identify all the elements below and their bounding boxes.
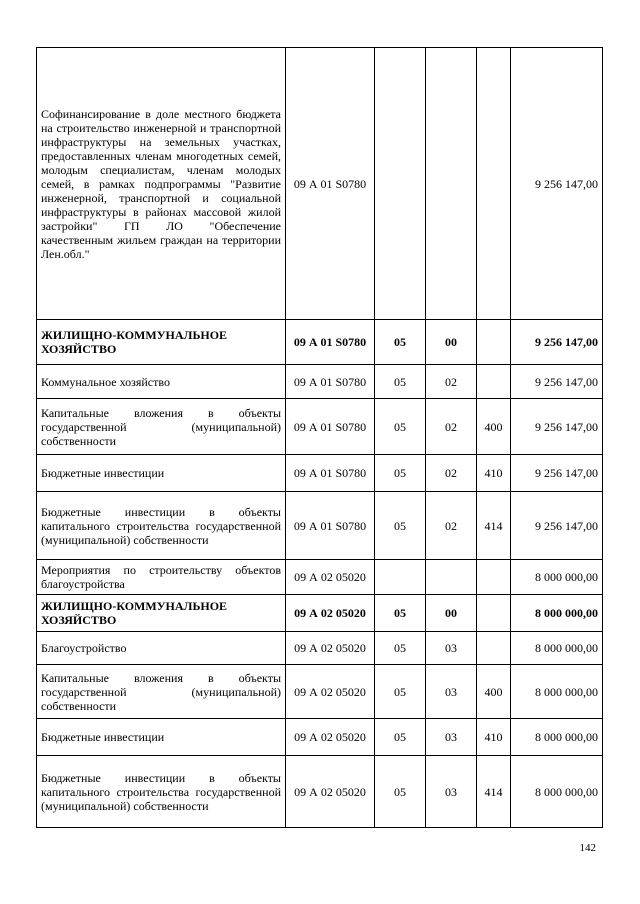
row-section: 05 [375, 365, 426, 399]
row-section: 05 [375, 455, 426, 492]
row-subsection: 03 [426, 756, 477, 828]
row-expense-type: 414 [477, 492, 511, 560]
row-expense-type [477, 320, 511, 365]
row-target-code: 09 А 01 S0780 [286, 320, 375, 365]
page-number: 142 [579, 842, 596, 854]
row-section: 05 [375, 632, 426, 665]
table-row [37, 48, 603, 320]
row-name: Бюджетные инвестиции [37, 719, 286, 756]
row-subsection [426, 560, 477, 595]
row-name: Капитальные вложения в объекты государственной (муниципальной) собственности [37, 665, 286, 719]
row-subsection: 02 [426, 399, 477, 455]
row-target-code: 09 А 01 S0780 [286, 399, 375, 455]
row-amount: 9 256 147,00 [511, 399, 603, 455]
table-row [37, 365, 603, 399]
row-expense-type [477, 632, 511, 665]
table-row [37, 320, 603, 365]
row-amount: 9 256 147,00 [511, 492, 603, 560]
row-name: Бюджетные инвестиции в объекты капитального строительства государственной (муниципальной) собственности [37, 492, 286, 560]
row-expense-type [477, 560, 511, 595]
row-amount: 9 256 147,00 [511, 320, 603, 365]
row-target-code: 09 А 02 05020 [286, 595, 375, 632]
row-name: Мероприятия по строительству объектов благоустройства [37, 560, 286, 595]
row-amount: 8 000 000,00 [511, 560, 603, 595]
row-name: Бюджетные инвестиции в объекты капитального строительства государственной (муниципальной) собственности [37, 756, 286, 828]
row-amount: 9 256 147,00 [511, 365, 603, 399]
row-subsection: 03 [426, 719, 477, 756]
row-expense-type: 410 [477, 719, 511, 756]
row-target-code: 09 А 02 05020 [286, 665, 375, 719]
row-name: Бюджетные инвестиции [37, 455, 286, 492]
row-target-code: 09 А 01 S0780 [286, 365, 375, 399]
row-amount: 8 000 000,00 [511, 719, 603, 756]
table-row [37, 719, 603, 756]
row-expense-type: 410 [477, 455, 511, 492]
row-subsection: 00 [426, 595, 477, 632]
row-section: 05 [375, 399, 426, 455]
table-row [37, 632, 603, 665]
table-row [37, 560, 603, 595]
row-name: Софинансирование в доле местного бюджета на строительство инженерной и транспортной инфраструктуры на земельных участках, предоставленных членам многодетных семей, молодым специалистам, членам молодых семей, в рамках подпрограммы "Развитие инженерной, транспортной и социальной инфраструктуры в районах массовой жилой застройки" ГП ЛО "Обеспечение качественным жильем граждан на территории Лен.обл." [37, 48, 286, 320]
row-target-code: 09 А 01 S0780 [286, 455, 375, 492]
row-expense-type [477, 48, 511, 320]
row-expense-type: 400 [477, 399, 511, 455]
row-name: Капитальные вложения в объекты государственной (муниципальной) собственности [37, 399, 286, 455]
row-subsection: 02 [426, 492, 477, 560]
row-subsection [426, 48, 477, 320]
table-row [37, 595, 603, 632]
budget-table [36, 47, 603, 828]
table-row [37, 492, 603, 560]
row-amount: 8 000 000,00 [511, 632, 603, 665]
row-subsection: 03 [426, 665, 477, 719]
row-subsection: 00 [426, 320, 477, 365]
table-row [37, 756, 603, 828]
row-amount: 9 256 147,00 [511, 48, 603, 320]
row-amount: 9 256 147,00 [511, 455, 603, 492]
table-row [37, 399, 603, 455]
row-target-code: 09 А 01 S0780 [286, 48, 375, 320]
row-section [375, 560, 426, 595]
row-section: 05 [375, 492, 426, 560]
row-target-code: 09 А 02 05020 [286, 632, 375, 665]
row-amount: 8 000 000,00 [511, 595, 603, 632]
row-expense-type [477, 365, 511, 399]
row-expense-type [477, 595, 511, 632]
row-section: 05 [375, 665, 426, 719]
row-target-code: 09 А 02 05020 [286, 756, 375, 828]
row-amount: 8 000 000,00 [511, 665, 603, 719]
row-subsection: 02 [426, 365, 477, 399]
row-section: 05 [375, 595, 426, 632]
table-row [37, 665, 603, 719]
row-target-code: 09 А 01 S0780 [286, 492, 375, 560]
row-section [375, 48, 426, 320]
row-subsection: 02 [426, 455, 477, 492]
row-target-code: 09 А 02 05020 [286, 719, 375, 756]
table-row [37, 455, 603, 492]
row-name: Благоустройство [37, 632, 286, 665]
row-section: 05 [375, 756, 426, 828]
row-amount: 8 000 000,00 [511, 756, 603, 828]
row-section: 05 [375, 320, 426, 365]
row-name: ЖИЛИЩНО-КОММУНАЛЬНОЕ ХОЗЯЙСТВО [37, 320, 286, 365]
row-subsection: 03 [426, 632, 477, 665]
row-name: Коммунальное хозяйство [37, 365, 286, 399]
row-expense-type: 414 [477, 756, 511, 828]
row-target-code: 09 А 02 05020 [286, 560, 375, 595]
row-expense-type: 400 [477, 665, 511, 719]
row-section: 05 [375, 719, 426, 756]
row-name: ЖИЛИЩНО-КОММУНАЛЬНОЕ ХОЗЯЙСТВО [37, 595, 286, 632]
